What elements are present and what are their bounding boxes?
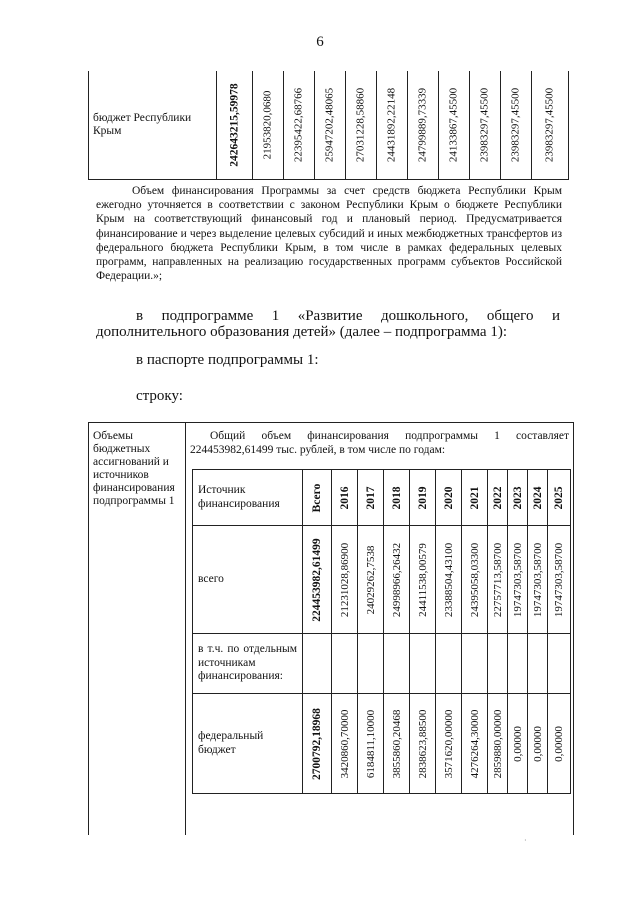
budget-crimea-value-cell — [377, 71, 408, 179]
row-federal-value-cell — [462, 694, 488, 794]
header-year-cell — [528, 470, 548, 526]
header-year-cell — [436, 470, 462, 526]
header-year: 2022 — [491, 486, 504, 509]
budget-crimea-value-cell — [470, 71, 501, 179]
header-source: Источник финансирования — [193, 470, 303, 526]
budget-crimea-value: 24431892,22148 — [385, 87, 398, 162]
financing-main-cell — [186, 423, 574, 836]
empty-cell — [508, 634, 528, 694]
empty-cell — [462, 634, 488, 694]
empty-cell — [384, 634, 410, 694]
row-federal-value: 4276264,30000 — [468, 709, 481, 778]
empty-cell — [488, 634, 508, 694]
row-federal-value: 0,00000 — [511, 725, 524, 762]
financing-intro — [190, 429, 569, 457]
row-all-value: 24029262,7538 — [364, 545, 377, 614]
header-year-cell — [332, 470, 358, 526]
row-federal-value: 0,00000 — [553, 725, 565, 762]
header-year-cell — [410, 470, 436, 526]
budget-crimea-value: 22395422,68766 — [292, 87, 305, 162]
empty-cell — [303, 634, 332, 694]
empty-cell — [410, 634, 436, 694]
row-all-value-cell — [332, 526, 358, 634]
row-federal-value: 6184811,10000 — [364, 709, 377, 778]
header-year-cell — [358, 470, 384, 526]
row-all-value-cell — [436, 526, 462, 634]
row-federal-value-cell — [332, 694, 358, 794]
row-federal-total-cell — [303, 694, 332, 794]
heading-word: подпрограмме — [161, 308, 254, 324]
row-all-label: всего — [193, 526, 303, 634]
heading-word: и — [551, 308, 560, 324]
row-federal-value: 2838623,88500 — [416, 709, 429, 778]
header-year: 2021 — [468, 486, 481, 509]
budget-crimea-value-cell — [284, 71, 315, 179]
row-all-total-cell — [303, 526, 332, 634]
row-all-value: 19747303,58700 — [531, 542, 544, 617]
row-all-value-cell — [488, 526, 508, 634]
row-all-value: 21231028,86900 — [338, 542, 351, 617]
row-all-value: 19747303,58700 — [553, 542, 565, 617]
row-all-value-cell — [508, 526, 528, 634]
budget-crimea-value: 23983297,45500 — [543, 87, 556, 162]
subprogram-heading-line — [136, 308, 560, 325]
budget-crimea-total: 242643215,59978 — [227, 83, 240, 167]
row-federal-total: 2700792,18968 — [311, 707, 323, 780]
empty-cell — [528, 634, 548, 694]
empty-cell — [332, 634, 358, 694]
header-year: 2020 — [442, 486, 455, 509]
header-total-cell — [303, 470, 332, 526]
empty-cell — [358, 634, 384, 694]
budget-crimea-value: 23983297,45500 — [478, 87, 491, 162]
header-row — [193, 470, 571, 526]
header-total: Всего — [311, 483, 323, 512]
row-federal-value-cell — [528, 694, 548, 794]
empty-cell — [548, 634, 571, 694]
budget-crimea-table — [88, 71, 569, 180]
budget-crimea-value-cell — [315, 71, 346, 179]
budget-crimea-value: 27031228,58860 — [354, 87, 367, 162]
row-all-value: 19747303,58700 — [511, 542, 524, 617]
heading-word: общего — [486, 308, 534, 324]
row-federal-value-cell — [436, 694, 462, 794]
header-year-cell — [384, 470, 410, 526]
budget-crimea-total-cell — [217, 71, 253, 179]
financing-by-year-table — [192, 469, 571, 794]
row-all-value-cell — [548, 526, 571, 634]
financing-side-label: Объемы бюджетных ассигнований и источников финансирования подпрограммы 1 — [89, 423, 186, 836]
header-year: 2024 — [531, 486, 544, 509]
heading-word: «Развитие — [297, 308, 363, 324]
header-year-cell — [508, 470, 528, 526]
header-year: 2018 — [390, 486, 403, 509]
header-year: 2025 — [553, 486, 565, 509]
budget-crimea-value: 25947202,48065 — [323, 87, 336, 162]
row-federal-label: федеральный бюджет — [193, 694, 303, 794]
subprogram-financing-table — [88, 422, 574, 835]
budget-crimea-value-cell — [408, 71, 439, 179]
row-federal-value-cell — [410, 694, 436, 794]
budget-crimea-label: бюджет Республики Крым — [89, 71, 217, 179]
subprogram-heading-continuation: дополнительного образования детей» (далее – подпрограмма 1): — [96, 324, 507, 340]
header-year: 2016 — [338, 486, 351, 509]
header-year-cell — [462, 470, 488, 526]
header-year-cell — [488, 470, 508, 526]
financing-intro-text: Общий объем финансирования подпрограммы 1 составляет 224453982,61499 тыс. рублей, в том числе по годам: — [190, 430, 569, 456]
row-line: строку: — [136, 388, 183, 404]
row-federal-value-cell — [384, 694, 410, 794]
table-row — [193, 634, 571, 694]
scan-mark: · — [524, 836, 527, 845]
header-year: 2023 — [511, 486, 524, 509]
row-all-value-cell — [528, 526, 548, 634]
row-sources-label: в т.ч. по отдельным источникам финансирования: — [193, 634, 303, 694]
header-year: 2017 — [364, 486, 377, 509]
row-all-value-cell — [358, 526, 384, 634]
budget-crimea-value-cell — [346, 71, 377, 179]
heading-word: 1 — [271, 308, 280, 324]
budget-crimea-value-cell — [501, 71, 532, 179]
row-all-value-cell — [410, 526, 436, 634]
row-all-value-cell — [462, 526, 488, 634]
budget-crimea-value-cell — [532, 71, 569, 179]
page-number: 6 — [316, 34, 324, 50]
row-all-total: 224453982,61499 — [311, 537, 323, 622]
empty-cell — [436, 634, 462, 694]
row-all-value: 24411538,00579 — [416, 542, 429, 617]
row-all-value: 24998966,26432 — [390, 542, 403, 617]
header-year: 2019 — [416, 486, 429, 509]
row-federal-value-cell — [488, 694, 508, 794]
financing-note-text: Объем финансирования Программы за счет средств бюджета Республики Крым ежегодно уточняется в соответствии с законом Республики Крым о бюджете Республики Крым на соответствующий финансовый год и плановый период. Предусматривается финансирование и через выделение целевых субсидий и иных межбюджетных трансфертов из федерального бюджета Республики Крым, в том числе в рамках федеральных целевых программ, направленных на реализацию государственных программ субъектов Российской Федерации.»; — [96, 185, 562, 283]
table-row — [193, 526, 571, 634]
row-federal-value: 3855860,20468 — [390, 709, 403, 778]
row-all-value: 22757713,58700 — [491, 542, 504, 617]
row-federal-value-cell — [358, 694, 384, 794]
row-federal-value: 2859880,00000 — [491, 709, 504, 778]
table-row — [193, 694, 571, 794]
row-federal-value-cell — [508, 694, 528, 794]
row-federal-value: 0,00000 — [531, 725, 544, 762]
passport-line: в паспорте подпрограммы 1: — [136, 352, 319, 368]
row-all-value: 24395058,03300 — [468, 542, 481, 617]
financing-note-paragraph — [96, 184, 562, 283]
row-federal-value: 3420860,70000 — [338, 709, 351, 778]
budget-crimea-value: 23983297,45500 — [509, 87, 522, 162]
budget-crimea-value-cell — [253, 71, 284, 179]
row-federal-value: 3571620,00000 — [442, 709, 455, 778]
budget-crimea-value: 24799889,73339 — [416, 87, 429, 162]
header-year-cell — [548, 470, 571, 526]
row-all-value-cell — [384, 526, 410, 634]
budget-crimea-value-cell — [439, 71, 470, 179]
budget-crimea-value: 21953820,0680 — [261, 90, 274, 160]
heading-word: в — [136, 308, 144, 324]
budget-crimea-value: 24133867,45500 — [447, 87, 460, 162]
heading-word: дошкольного, — [380, 308, 469, 324]
row-federal-value-cell — [548, 694, 571, 794]
row-all-value: 23388504,43100 — [442, 542, 455, 617]
